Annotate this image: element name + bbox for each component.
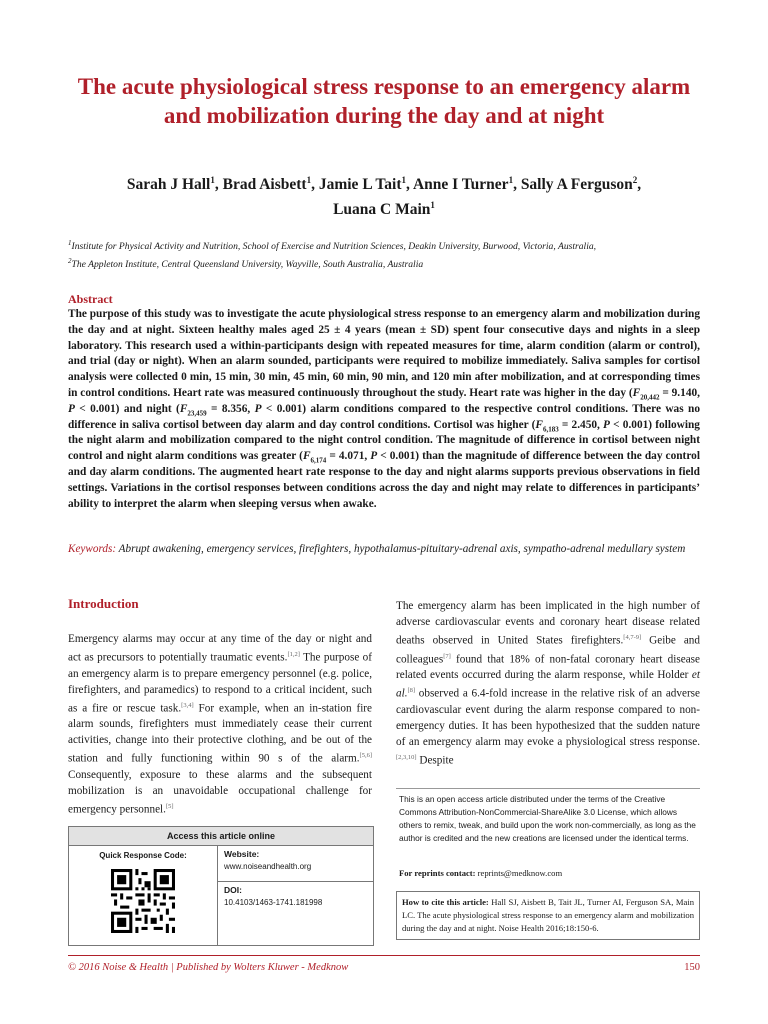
footer-copyright: © 2016 Noise & Health | Published by Wolters Kluwer - Medknow [68,962,349,973]
reprints-contact [399,868,562,878]
body-paragraph: Emergency alarms may occur at any time of the day or night and act as precursors to potentially traumatic events.[1,2] The purpose of an emergency alarm is to prepare emergency personnel (e.g. police, firefighters, and paramedics) to respond to a critical incident, such as a fire or rescue task.[3,4] For example, when an in-station fire alarm sounds, firefighters must immediately cease their current activities, change into their protective clothing, and be out of the station and fully functioning within 90 s of the alarm.[5,6] Consequently, exposure to these alarms and the subsequent mobilization is an unavoidable occupational challenge for emergency personnel.[5] [68,633,372,816]
author: Sally A Ferguson$^2$, [520,175,642,194]
citation-ref[interactable]: [3,4] [181,701,194,709]
qr-code-icon[interactable] [111,869,175,933]
access-box-header: Access this article online [69,827,373,846]
license-notice [396,788,700,845]
website-link[interactable]: www.noiseandhealth.org [224,862,312,871]
citation-text: Hall SJ, Aisbett B, Tait JL, Turner AI, Ferguson SA, Main LC. The acute physiological stress response to an emergency alarm and mobilization during the day and at night. Noise Health 2016;18:150-6. [402,897,694,933]
website-label: Website: [224,849,260,859]
citation-box [396,891,700,940]
keywords-label: Keywords: [68,543,117,555]
introduction-right-column [396,598,700,769]
body-paragraph: The emergency alarm has been implicated in the high number of adverse cardiovascular events and coronary heart disease related deaths observed in United States firefighters.[4,7-9] Geibe and colleagues[7] found that 18% of non-fatal coronary heart disease related events occurred during the alarm response, while Holder et al.[8] observed a 6.4-fold increase in the relative risk of an adverse cardiovascular event during the alarm response compared to non-emergency duties. It has been hypothesized that the sudden nature of an emergency alarm may evoke a physiological stress response.[2,3,10] Despite [396,600,700,767]
author-list [80,170,688,220]
citation-ref[interactable]: [5,6] [359,752,372,760]
article-title: The acute physiological stress response to an emergency alarm and mobilization during the day and at night [77,74,691,128]
abstract-text: The purpose of this study was to investigate the acute physiological stress response to an emergency alarm and mobilization during the day and at night. Sixteen healthy males aged 25 ± 4 years (mean ± SD) spent four consecutive days and nights in a sleep laboratory. This research used a within-participants design with repeated measures for time, alarm condition (alarm or control), and trial (day or night). When an alarm sounded, participants were required to mobilize immediately. Saliva samples for cortisol analysis were collected 0 min, 15 min, 30 min, 45 min, 60 min, 90 min, and 120 min after mobilization, and at corresponding times in control conditions. Heart rate was measured continuously throughout the study. Heart rate was higher in the day ($F_{20,442} = 9.140$, P < 0.001) and night ($F_{23,459} = 8.356$, P < 0.001) alarm conditions compared to the respective control conditions. There was no difference in saliva cortisol between day alarm and day control conditions. Cortisol was higher ($F_{6,183} = 2.450$, P < 0.001) following the night alarm and mobilization compared to the night control condition. The magnitude of difference in cortisol between night control and night alarm conditions was greater ($F_{6,174} = 4.071$, P < 0.001) than the magnitude of difference between the day control and day alarm conditions. The augmented heart rate response to the day and night alarms supports previous observations in field settings. Variations in the cortisol responses between conditions across the day and night may relate to differences in participants’ ability to interpret the alarm when sleeping versus when awake. [68,308,701,510]
abstract-heading: Abstract [68,292,113,306]
citation-ref[interactable]: [1,2] [287,651,300,658]
affiliation: $^2$The Appleton Institute, Central Queensland University, Wayville, South Australia, Australia [68,257,424,271]
qr-cell [69,846,218,945]
introduction-heading: Introduction [68,596,139,611]
reprints-label: For reprints contact: [399,868,476,878]
access-info-cell [218,846,373,945]
citation-ref[interactable]: [7] [443,652,451,660]
license-text: This is an open access article distributed under the terms of the Creative Commons Attribution-NonCommercial-ShareAlike 3.0 License, which allows others to remix, tweak, and build upon the work non-commercially, as long as the author is credited and the new creations are licensed under the identical terms. [399,794,696,843]
keywords-text: Abrupt awakening, emergency services, firefighters, hypothalamus-pituitary-adrenal axis, sympatho-adrenal medullary system [116,543,686,555]
page-number: 150 [684,962,700,973]
access-article-box [68,826,374,946]
footer-divider [68,955,700,956]
qr-label: Quick Response Code: [99,851,187,860]
affiliations [68,236,708,272]
citation-ref[interactable]: [2,3,10] [396,754,417,762]
author: Luana C Main$^1$ [333,200,435,219]
doi-cell [218,882,373,910]
doi-link[interactable]: 10.4103/1463-1741.181998 [224,898,323,907]
author: Anne I Turner$^1$, [412,175,521,194]
author: Brad Aisbett$^1$, [222,175,319,194]
citation-ref[interactable]: [4,7-9] [623,634,642,641]
affiliation: $^1$Institute for Physical Activity and Nutrition, School of Exercise and Nutrition Sciences, Deakin University, Burwood, Victoria, Australia, [68,239,597,253]
citation-label: How to cite this article: [402,897,489,907]
author: Sarah J Hall$^1$, [126,175,223,194]
website-cell [218,846,373,882]
reprints-email[interactable]: reprints@medknow.com [475,868,563,878]
doi-label: DOI: [224,885,242,895]
keywords [68,542,700,557]
citation-ref[interactable]: [8] [407,687,416,695]
citation-ref[interactable]: [5] [165,803,174,811]
author: Jamie L Tait$^1$, [318,175,413,194]
introduction-left-column [68,631,372,818]
